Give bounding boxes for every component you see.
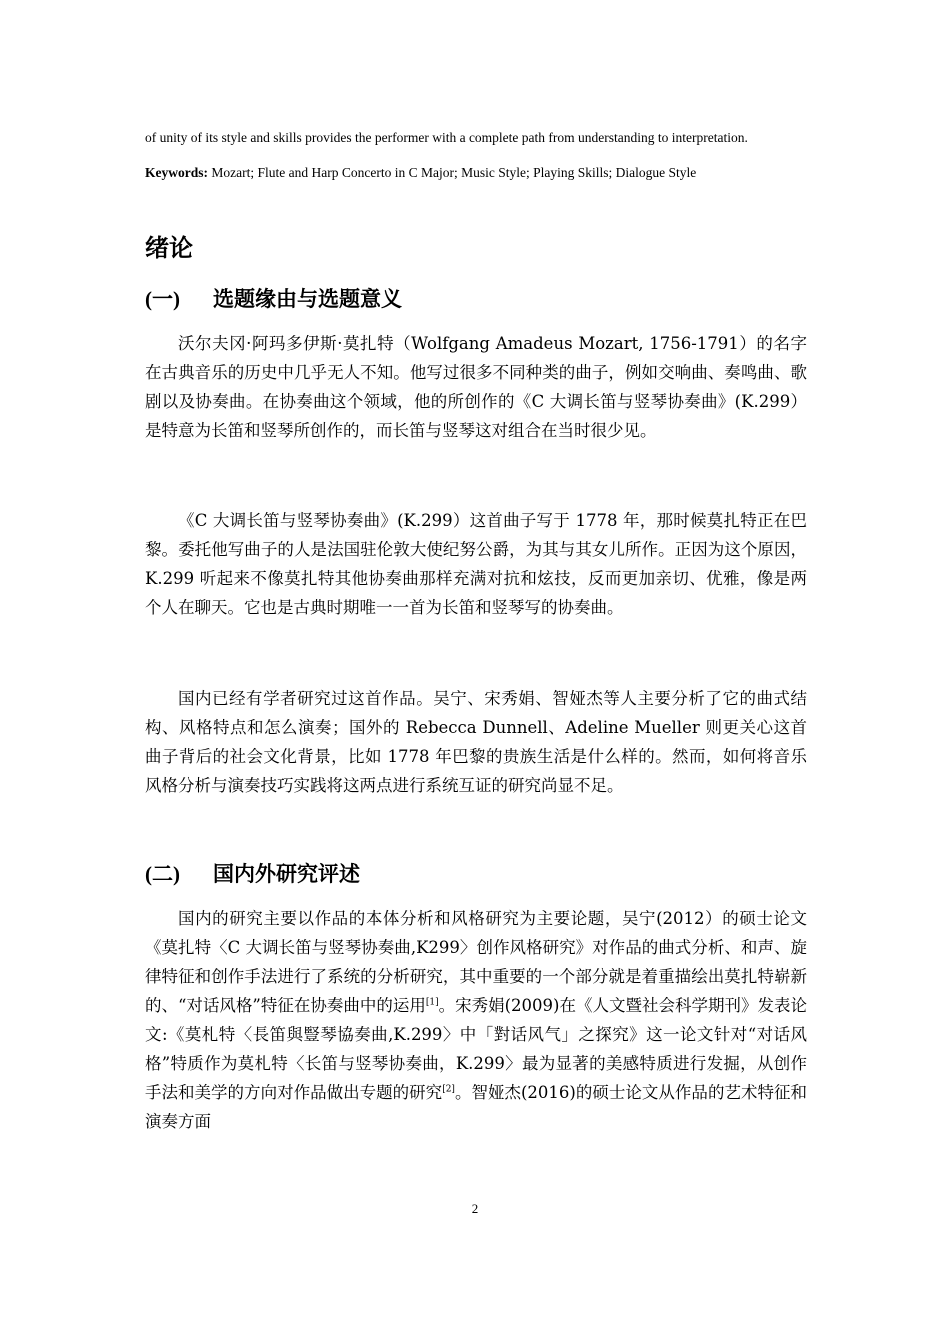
paragraph-text: 。智娅杰(2016)的硕士论文从作品的艺术特征和演奏方面 <box>145 1083 807 1131</box>
section-heading-1 <box>145 283 402 315</box>
chapter-title: 绪论 <box>145 234 193 262</box>
abstract-last-line: of unity of its style and skills provides the performer with a complete path from understanding to interpretation. <box>145 130 748 145</box>
citation-ref: [1] <box>425 997 439 1008</box>
section-heading-2 <box>145 858 360 890</box>
keywords-text: Mozart; Flute and Harp Concerto in C Major; Music Style; Playing Skills; Dialogue Style <box>208 165 697 180</box>
keywords-label: Keywords: <box>145 165 208 180</box>
paragraph <box>145 904 807 1136</box>
paragraph: 国内已经有学者研究过这首作品。吴宁、宋秀娟、智娅杰等人主要分析了它的曲式结构、风格特点和怎么演奏；国外的 Rebecca Dunnell、Adeline Mueller 则更关心这首曲子背后的社会文化背景，比如 1778 年巴黎的贵族生活是什么样的。然而，如何将音乐风格分析与演奏技巧实践将这两点进行系统互证的研究尚显不足。 <box>145 689 807 795</box>
section-number: (二) <box>145 862 180 886</box>
paragraph: 《C 大调长笛与竖琴协奏曲》(K.299）这首曲子写于 1778 年，那时候莫扎特正在巴黎。委托他写曲子的人是法国驻伦敦大使纪努公爵，为其与其女儿所作。正因为这个原因，K.299 听起来不像莫扎特其他协奏曲那样充满对抗和炫技，反而更加亲切、优雅，像是两个人在聊天。它也是古典时期唯一一首为长笛和竖琴写的协奏曲。 <box>145 511 807 617</box>
page-number: 2 <box>471 1201 479 1216</box>
paragraph-text: 国内的研究主要以作品的本体分析和风格研究为主要论题，吴宁(2012）的硕士论文《莫扎特〈C 大调长笛与竖琴协奏曲,K299〉创作风格研究》对作品的曲式分析、和声、旋律特征和创作手法进行了系统的分析研究，其中重要的一个部分就是着重描绘出莫扎特崭新的、“对话风格”特征在协奏曲中的运用 <box>145 909 807 1015</box>
section-number: (一) <box>145 287 180 311</box>
citation-ref: [2] <box>442 1084 455 1095</box>
section-title: 选题缘由与选题意义 <box>213 287 402 311</box>
keywords-line <box>145 164 845 182</box>
section-title: 国内外研究评述 <box>213 862 360 886</box>
paragraph: 沃尔夫冈·阿玛多伊斯·莫扎特（Wolfgang Amadeus Mozart, 1756-1791）的名字在古典音乐的历史中几乎无人不知。他写过很多不同种类的曲子，例如交响曲、奏鸣曲、歌剧以及协奏曲。在协奏曲这个领域，他的所创作的《C 大调长笛与竖琴协奏曲》(K.299）是特意为长笛和竖琴所创作的，而长笛与竖琴这对组合在当时很少见。 <box>145 334 807 440</box>
paragraph-text: 。宋秀娟(2009)在《人文暨社会科学期刊》发表论文:《莫札特〈長笛與豎琴協奏曲,K.299〉中「對话风气」之探究》这一论文针对“对话风格”特质作为莫札特〈长笛与竖琴协奏曲，K.299〉最为显著的美感特质进行发掘，从创作手法和美学的方向对作品做出专题的研究 <box>145 996 807 1102</box>
